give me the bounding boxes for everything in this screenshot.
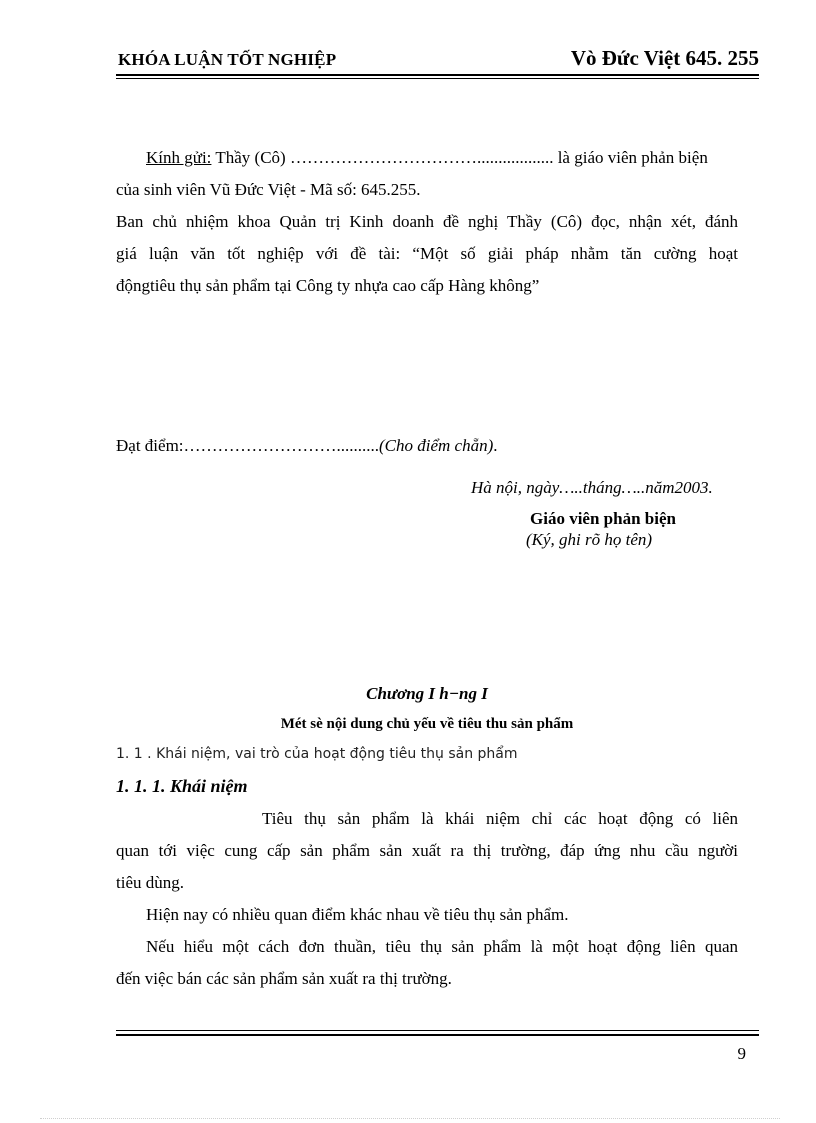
address-line-1-rest: Thầy (Cô) …………………………….................. là giáo viên phản biện	[211, 148, 708, 167]
page-bottom-dotted-edge	[40, 1118, 780, 1119]
signature-title: Giáo viên phản biện	[530, 509, 676, 528]
body-p2: Hiện nay có nhiều quan điểm khác nhau về tiêu thụ sản phẩm.	[146, 905, 569, 924]
footer-rule-thin	[116, 1030, 759, 1031]
grade-period: .	[493, 436, 498, 455]
salutation: Kính gửi:	[146, 148, 212, 167]
footer-rule	[116, 1034, 759, 1036]
chapter-subtitle: Mét sè nội dung chủ yếu về tiêu thu sản phẩm	[280, 716, 574, 732]
grade-note: (Cho điểm chẵn)	[379, 436, 494, 455]
header-title: KHÓA LUẬN TỐT NGHIỆP	[118, 50, 337, 69]
page-header	[116, 44, 759, 74]
address-line-5: độngtiêu thụ sản phẩm tại Công ty nhựa cao cấp Hàng không”	[116, 276, 540, 295]
grade-line	[116, 430, 738, 462]
body-p3-line2: đến việc bán các sản phẩm sản xuất ra thị trường.	[116, 969, 452, 988]
address-line-3: Ban chủ nhiệm khoa Quản trị Kinh doanh đề nghị Thầy (Cô) đọc, nhận xét, đánh	[116, 212, 738, 231]
signature-date: Hà nội, ngày…..tháng…..năm2003.	[471, 478, 713, 497]
section-heading: 1. 1 . Khái niệm, vai trò của hoạt động tiêu thụ sản phẩm	[116, 746, 518, 762]
subsection-heading: 1. 1. 1. Khái niệm	[116, 776, 248, 796]
body-p1-line2: quan tới việc cung cấp sản phẩm sản xuất ra thị trường, đáp ứng nhu cầu người	[116, 841, 738, 860]
address-line-1	[116, 142, 738, 174]
address-line-4: giá luận văn tốt nghiệp với đề tài: “Một số giải pháp nhằm tăn cường hoạt	[116, 244, 738, 263]
body-p3-line1: Nếu hiểu một cách đơn thuần, tiêu thụ sản phẩm là một hoạt động liên quan	[146, 937, 738, 956]
body-p1-line3: tiêu dùng.	[116, 873, 184, 892]
page-number: 9	[737, 1044, 746, 1063]
address-line-2: của sinh viên Vũ Đức Việt - Mã số: 645.255.	[116, 180, 421, 199]
header-rule	[116, 74, 759, 76]
signature-instruction: (Ký, ghi rõ họ tên)	[526, 530, 653, 549]
grade-label: Đạt điểm:………………………..........	[116, 436, 380, 455]
body-p1-line1: Tiêu thụ sản phẩm là khái niệm chỉ các hoạt động có liên	[262, 809, 738, 828]
header-author: Vò Đức Việt 645. 255	[570, 46, 759, 70]
header-rule-thin	[116, 78, 759, 79]
chapter-heading: Chương I h−ng I	[366, 684, 488, 703]
